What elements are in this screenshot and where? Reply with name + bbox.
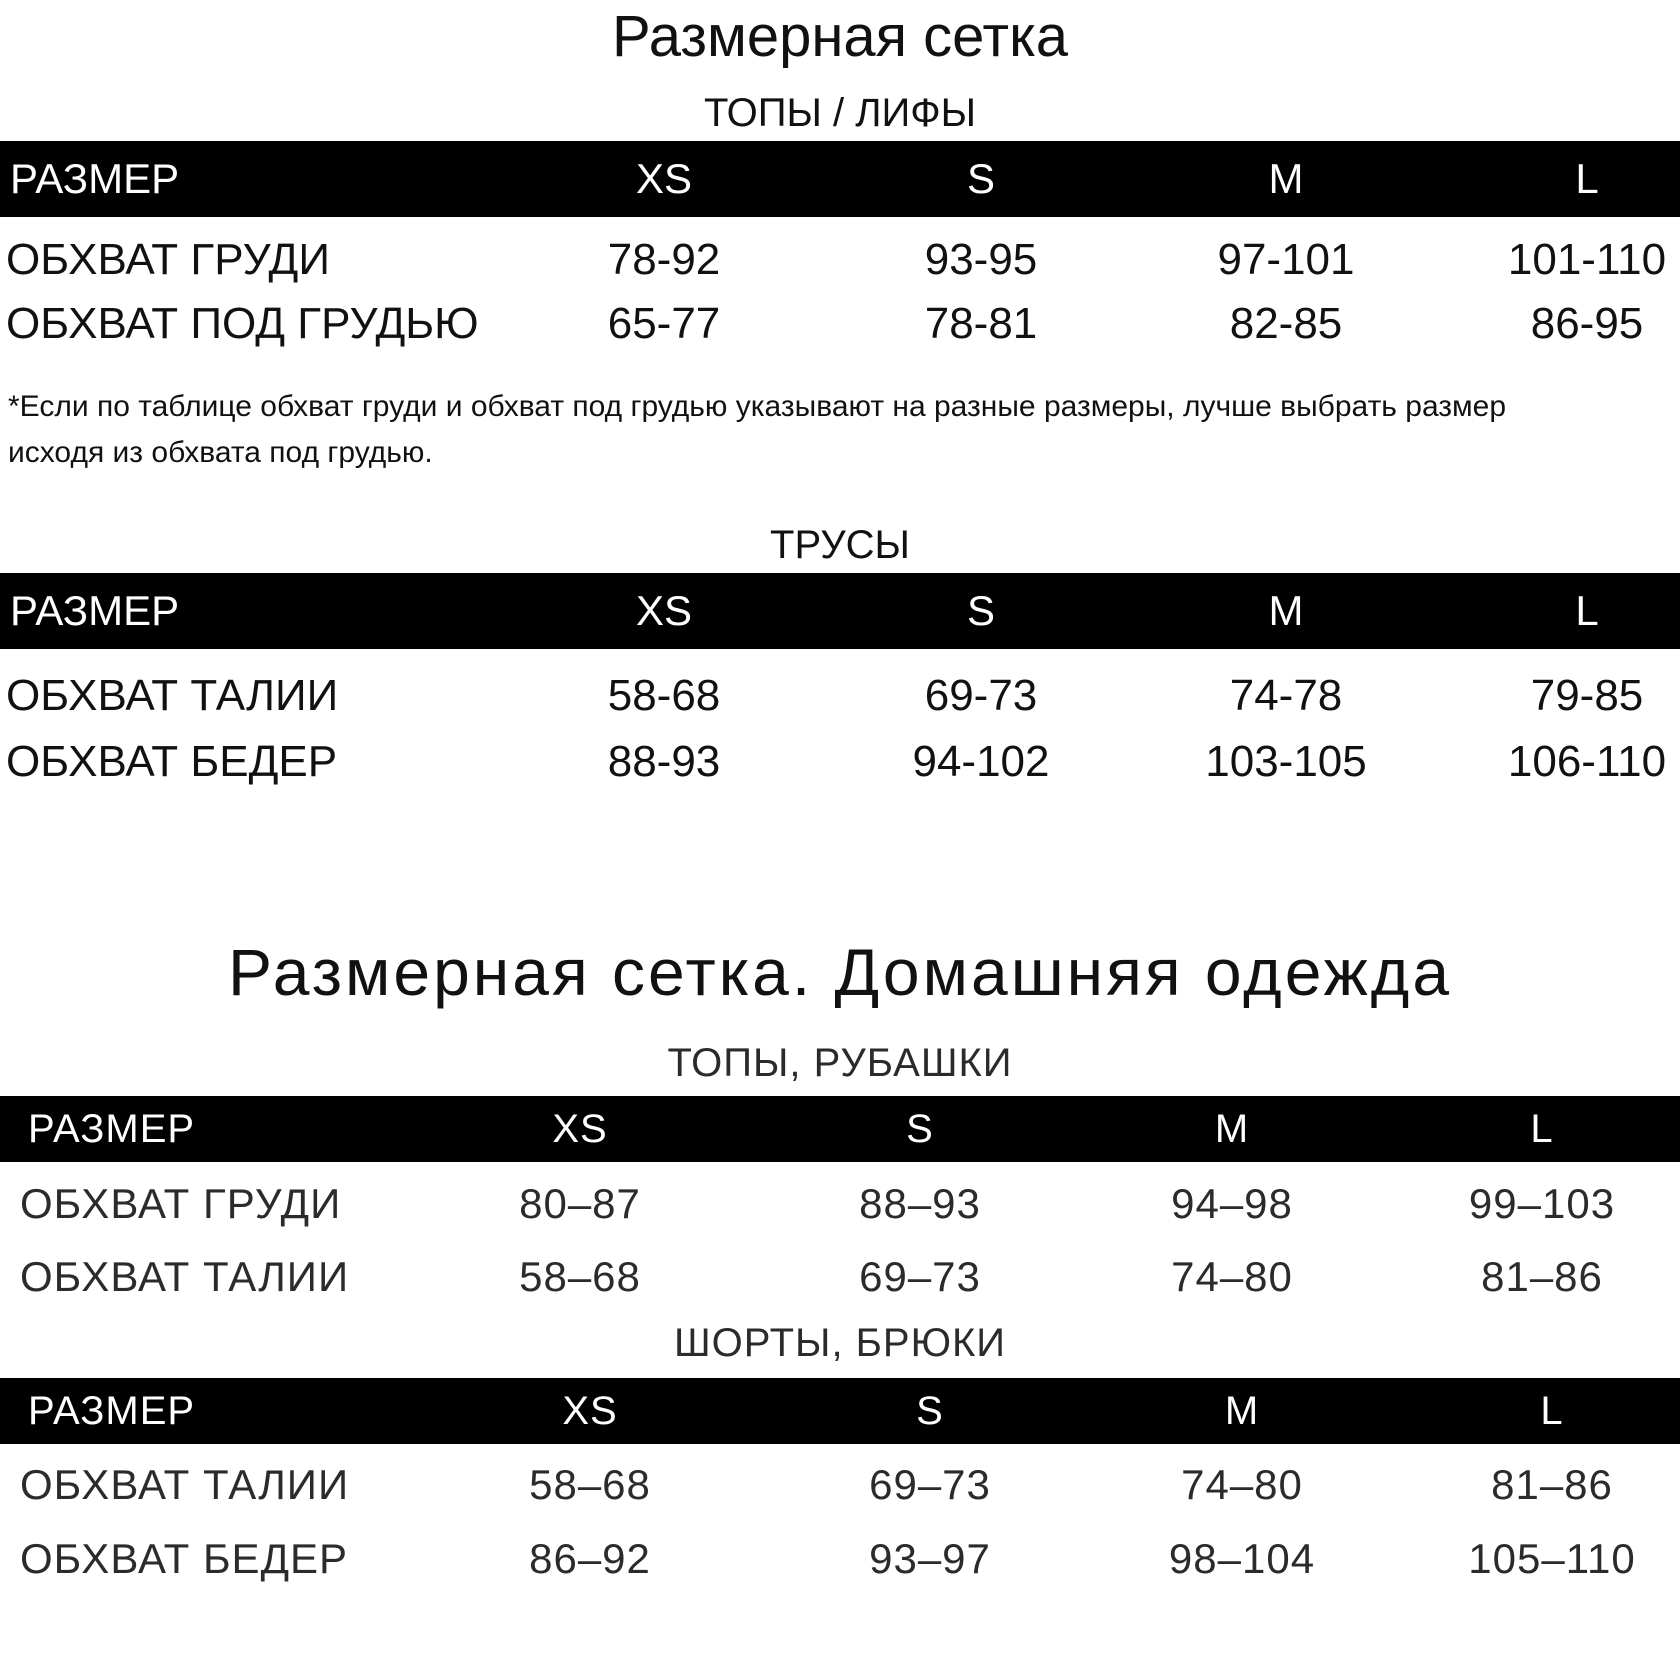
home-wear-title: Размерная сетка. Домашняя одежда <box>227 935 1453 1009</box>
row-value: 93–97 <box>869 1535 991 1582</box>
section-title-home-tops: ТОПЫ, РУБАШКИ <box>667 1041 1013 1085</box>
row-value: 74–80 <box>1171 1253 1293 1300</box>
table-row <box>0 732 1680 792</box>
row-value: 79-85 <box>1530 671 1644 720</box>
row-value: 97-101 <box>1217 235 1355 284</box>
table-row <box>0 1247 1680 1307</box>
row-value: 80–87 <box>519 1180 641 1227</box>
row-label: ОБХВАТ ТАЛИИ <box>6 671 339 720</box>
header-xs: XS <box>552 1107 608 1151</box>
header-m: M <box>1268 587 1304 634</box>
table-row <box>0 230 1680 290</box>
row-label: ОБХВАТ БЕДЕР <box>6 737 338 786</box>
table-row <box>0 1174 1680 1234</box>
row-label: ОБХВАТ ТАЛИИ <box>20 1253 350 1300</box>
header-l: L <box>1540 1389 1564 1433</box>
header-s: S <box>906 1107 934 1151</box>
table-row <box>0 1529 1680 1589</box>
row-label: ОБХВАТ ТАЛИИ <box>20 1461 350 1508</box>
row-value: 101-110 <box>1507 235 1667 284</box>
row-value: 81–86 <box>1481 1253 1603 1300</box>
row-value: 93-95 <box>924 235 1038 284</box>
row-value: 58–68 <box>529 1461 651 1508</box>
header-s: S <box>966 155 996 202</box>
row-value: 88-93 <box>607 737 721 786</box>
row-label: ОБХВАТ ГРУДИ <box>6 235 330 284</box>
table-header <box>0 1096 1680 1162</box>
header-size-label: РАЗМЕР <box>10 155 180 202</box>
table-header <box>0 141 1680 217</box>
row-value: 82-85 <box>1229 299 1343 348</box>
row-value: 78-81 <box>924 299 1038 348</box>
header-m: M <box>1214 1107 1250 1151</box>
header-size-label: РАЗМЕР <box>28 1107 196 1151</box>
table-row <box>0 666 1680 726</box>
row-value: 58-68 <box>607 671 721 720</box>
row-value: 69-73 <box>924 671 1038 720</box>
row-value: 74-78 <box>1229 671 1343 720</box>
row-value: 106-110 <box>1507 737 1667 786</box>
row-value: 81–86 <box>1491 1461 1613 1508</box>
row-value: 94-102 <box>912 737 1050 786</box>
header-xs: XS <box>635 155 693 202</box>
header-s: S <box>966 587 996 634</box>
header-l: L <box>1575 587 1599 634</box>
page-title: Размерная сетка <box>612 4 1068 69</box>
header-xs: XS <box>562 1389 618 1433</box>
row-label: ОБХВАТ ПОД ГРУДЬЮ <box>6 299 479 348</box>
header-xs: XS <box>635 587 693 634</box>
row-value: 65-77 <box>607 299 721 348</box>
table-header <box>0 573 1680 649</box>
section-title-tops: ТОПЫ / ЛИФЫ <box>703 91 977 135</box>
row-value: 98–104 <box>1168 1535 1316 1582</box>
table-row <box>0 294 1680 354</box>
row-value: 69–73 <box>859 1253 981 1300</box>
header-s: S <box>916 1389 944 1433</box>
header-l: L <box>1530 1107 1554 1151</box>
row-value: 105–110 <box>1468 1535 1636 1582</box>
row-value: 58–68 <box>519 1253 641 1300</box>
row-value: 69–73 <box>869 1461 991 1508</box>
row-label: ОБХВАТ ГРУДИ <box>20 1180 342 1227</box>
row-value: 99–103 <box>1468 1180 1616 1227</box>
section-title-briefs: ТРУСЫ <box>770 523 910 567</box>
size-note: *Если по таблице обхват груди и обхват под грудью указывают на разные размеры, лучше выбрать размер исходя из обхвата под грудью. <box>8 390 1507 469</box>
row-value: 88–93 <box>859 1180 981 1227</box>
header-m: M <box>1224 1389 1260 1433</box>
row-value: 94–98 <box>1171 1180 1293 1227</box>
section-title-home-bottoms: ШОРТЫ, БРЮКИ <box>673 1321 1007 1365</box>
row-label: ОБХВАТ БЕДЕР <box>20 1535 349 1582</box>
header-size-label: РАЗМЕР <box>28 1389 196 1433</box>
header-m: M <box>1268 155 1304 202</box>
row-value: 86-95 <box>1530 299 1644 348</box>
row-value: 86–92 <box>529 1535 651 1582</box>
row-value: 103-105 <box>1205 737 1367 786</box>
header-size-label: РАЗМЕР <box>10 587 180 634</box>
table-header <box>0 1378 1680 1444</box>
row-value: 78-92 <box>607 235 721 284</box>
row-value: 74–80 <box>1181 1461 1303 1508</box>
table-row <box>0 1455 1680 1515</box>
header-l: L <box>1575 155 1599 202</box>
